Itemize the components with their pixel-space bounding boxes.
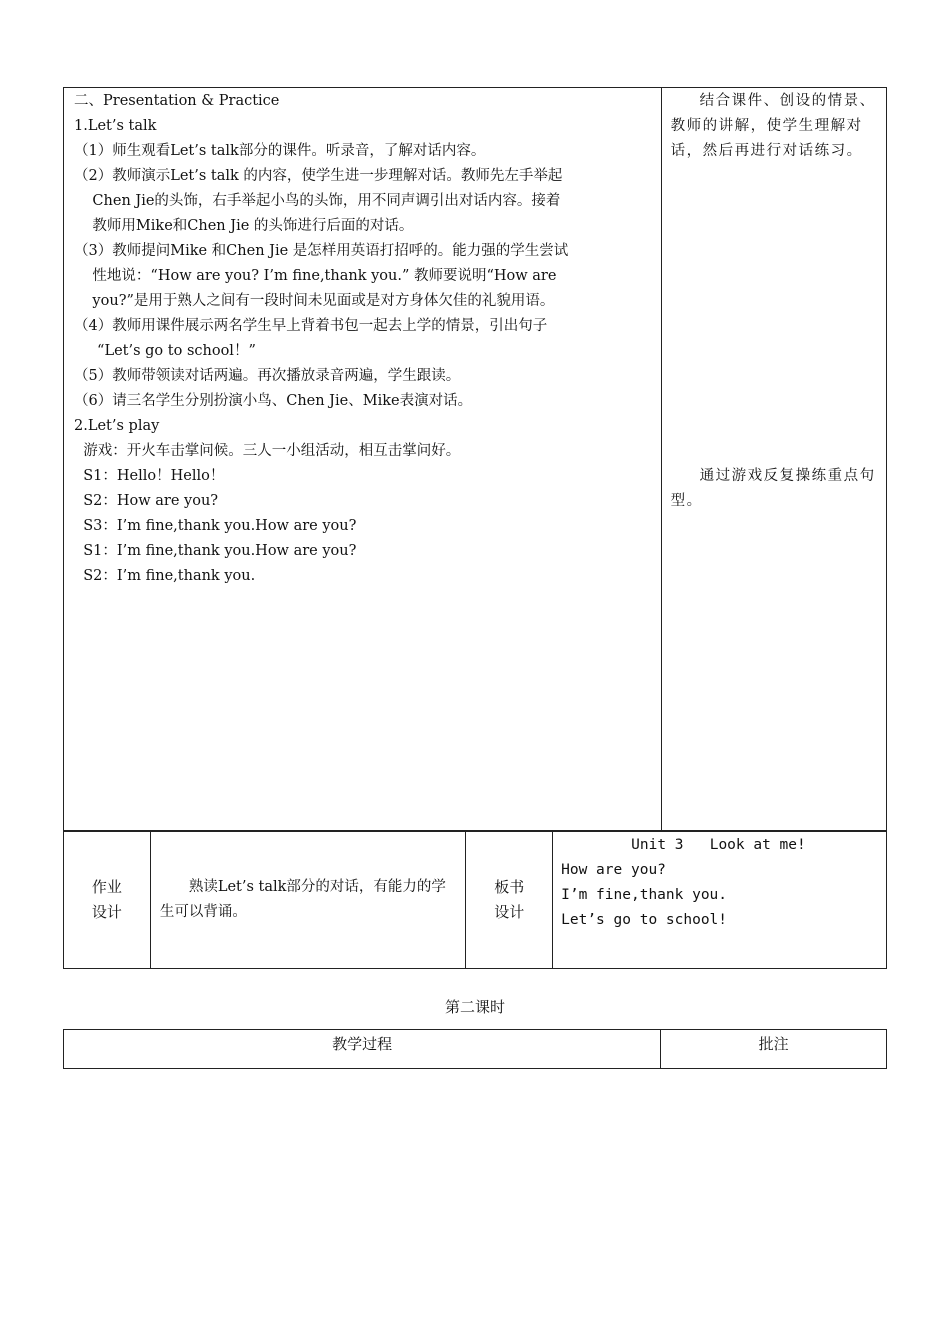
board-label-line-2: 设计 [494,903,525,921]
board-title: Unit 3 Look at me! [631,837,806,853]
lesson-process-line: （1）师生观看Let’s talk部分的课件。听录音，了解对话内容。 [74,143,486,159]
homework-label-line-1: 作业 [91,878,122,896]
homework-label-cell [64,832,151,969]
lesson-process-line: 2.Let’s play [74,418,160,434]
lesson-process-line: “Let’s go to school！” [74,343,256,359]
lesson-process-line: 二、Presentation & Practice [74,93,280,109]
lesson-process-line: （5）教师带领读对话两遍。再次播放录音两遍，学生跟读。 [74,368,461,384]
board-line: How are you? [561,862,666,878]
homework-content-cell [150,832,465,969]
lesson-process-line: （4）教师用课件展示两名学生早上背着书包一起去上学的情景，引出句子 [74,318,548,334]
lesson-process-text [74,89,653,589]
annotation-note-1: 结合课件、创设的情景、教师的讲解，使学生理解对话，然后再进行对话练习。 [670,93,876,159]
homework-board-table [63,831,887,969]
lesson-process-cell [64,88,662,831]
board-line: Let’s go to school! [561,912,728,928]
lesson-process-line: 1.Let’s talk [74,118,157,134]
homework-label-line-2: 设计 [91,903,122,921]
lesson-process-line: Chen Jie的头饰，右手举起小鸟的头饰，用不同声调引出对话内容。接着 [74,193,561,209]
header-annotation: 批注 [661,1030,887,1069]
lesson-process-line: S1：Hello！Hello！ [74,468,225,484]
board-label-cell [466,832,553,969]
header-teaching-process: 教学过程 [64,1030,661,1069]
section-title: 第二课时 [444,998,505,1016]
board-label-line-1: 板书 [494,878,525,896]
second-lesson-header-table [63,1029,887,1069]
lesson-process-table [63,87,887,831]
lesson-process-line: 游戏：开火车击掌问候。三人一小组活动，相互击掌问好。 [74,443,461,459]
lesson-process-line: 教师用Mike和Chen Jie 的头饰进行后面的对话。 [74,218,414,234]
annotation-note-2: 通过游戏反复操练重点句型。 [670,468,876,509]
homework-text: 熟读Let’s talk部分的对话，有能力的学生可以背诵。 [159,879,446,920]
annotation-cell [661,88,886,831]
lesson-process-line: 性地说：“How are you? I’m fine,thank you.” 教师要说明“How are [74,268,557,284]
lesson-process-line: S2：How are you? [74,493,219,509]
lesson-process-line: （2）教师演示Let’s talk 的内容，使学生进一步理解对话。教师先左手举起 [74,168,563,184]
lesson-process-line: （6）请三名学生分别扮演小鸟、Chen Jie、Mike表演对话。 [74,393,473,409]
lesson-process-line: S2：I’m fine,thank you. [74,568,256,584]
lesson-process-line: you?”是用于熟人之间有一段时间未见面或是对方身体欠佳的礼貌用语。 [74,293,555,309]
lesson-process-line: S1：I’m fine,thank you.How are you? [74,543,357,559]
board-line: I’m fine,thank you. [561,887,728,903]
lesson-process-line: S3：I’m fine,thank you.How are you? [74,518,357,534]
lesson-process-line: （3）教师提问Mike 和Chen Jie 是怎样用英语打招呼的。能力强的学生尝试 [74,243,569,259]
board-design-cell [553,832,887,969]
